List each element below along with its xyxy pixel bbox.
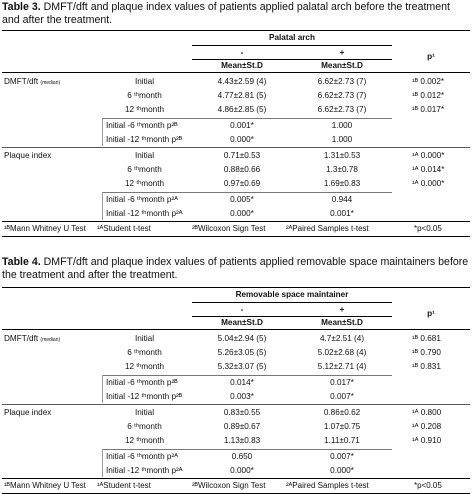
table4-dmft-p-rule — [102, 375, 392, 376]
table4-caption — [2, 256, 470, 282]
table3-caption-text: DMFT/dft and plaque index values of patients applied palatal arch before the treatment and after the treatment. — [2, 1, 450, 26]
table3-plaque-label: Plaque index — [4, 151, 52, 160]
table3-group-header: Palatal arch — [269, 33, 315, 42]
table3-dmft-p-rule — [102, 118, 392, 119]
table4-mid-rule — [2, 404, 470, 405]
table4-plaque-p-rule — [102, 449, 392, 450]
table3-col-plus: + — [339, 48, 345, 57]
table3-header-rule — [2, 72, 470, 73]
table3-bottom-rule — [2, 221, 470, 222]
table3-mean-plus: Mean±St.D — [321, 61, 363, 70]
table4-col-p: p¹ — [427, 309, 435, 318]
table3-plaque-p-rule — [102, 192, 392, 193]
table3-caption-label: Table 3. — [2, 1, 41, 13]
table3-mean-minus: Mean±St.D — [221, 61, 263, 70]
table4-caption-label: Table 4. — [2, 256, 41, 268]
table4-plaque-p-vsep — [102, 449, 103, 477]
table4-group-underline — [192, 302, 392, 303]
table4-top-rule — [2, 287, 470, 288]
table4-mean-plus: Mean±St.D — [321, 318, 363, 327]
table4-mean-minus: Mean±St.D — [221, 318, 263, 327]
table4-sub-underline — [192, 316, 392, 317]
table3-group-underline — [192, 45, 392, 46]
table4-col-plus: + — [339, 305, 345, 314]
table4-dmft-label: DMFT/dft (median) — [4, 334, 61, 343]
table4-caption-text: DMFT/dft and plaque index values of patients applied removable space maintainers before the treatment and after the treatment. — [2, 256, 469, 281]
table4-group-header: Removable space maintainer — [235, 290, 349, 299]
table3-mid-rule — [2, 147, 470, 148]
table3-dmft-label: DMFT/dft (median) — [4, 77, 61, 86]
table3-plaque-p-vsep — [102, 192, 103, 220]
table4-dmft-p-vsep — [102, 375, 103, 403]
table3-caption — [2, 1, 470, 27]
table4-header-rule — [2, 329, 470, 330]
table4-bottom-rule — [2, 478, 470, 479]
table3-foot-rule — [2, 236, 470, 237]
table3-col-minus: - — [240, 48, 244, 57]
table4-plaque-label: Plaque index — [4, 408, 52, 417]
table3-sub-underline — [192, 59, 392, 60]
table3-top-rule — [2, 30, 470, 31]
table4-col-minus: - — [240, 305, 244, 314]
table3-dmft-p-vsep — [102, 118, 103, 146]
table3-col-p: p¹ — [427, 52, 435, 61]
